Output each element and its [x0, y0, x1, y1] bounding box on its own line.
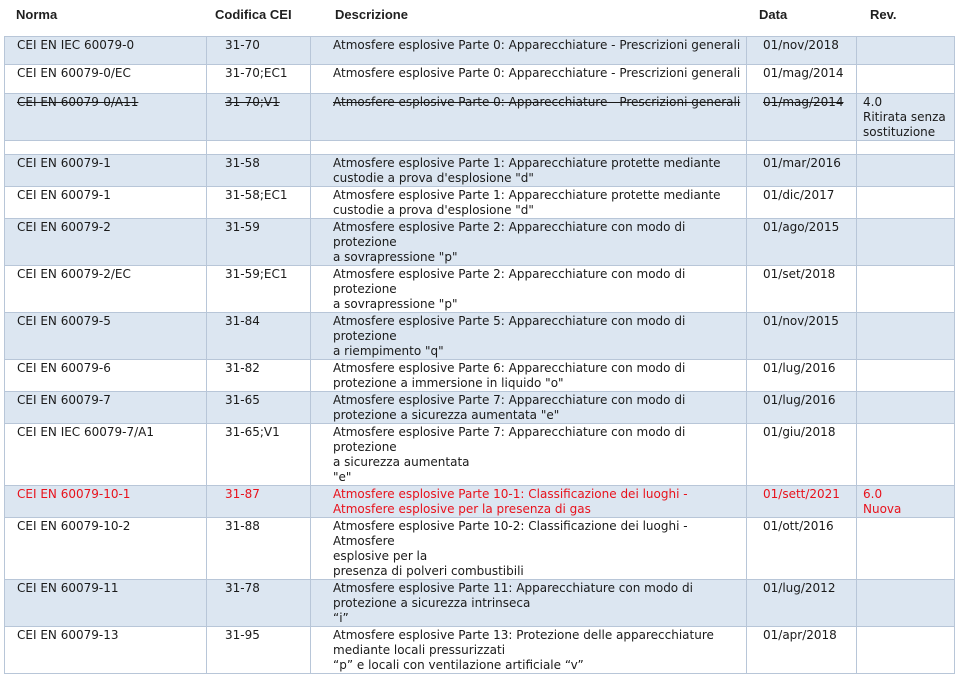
cell-rev: [857, 392, 955, 424]
header-norma: Norma: [16, 7, 58, 22]
cell-codifica: 31-58;EC1: [207, 187, 311, 219]
table-row: [5, 627, 955, 674]
cell-data: 01/ago/2015: [747, 219, 857, 266]
cell-rev: [857, 518, 955, 580]
cell-rev: [857, 141, 955, 155]
cell-descrizione: Atmosfere esplosive Parte 10-2: Classificazione dei luoghi - Atmosfere esplosive per la presenza di polveri combustibili: [311, 518, 747, 580]
table-row: [5, 392, 955, 424]
cell-codifica: 31-58: [207, 155, 311, 187]
table-row: [5, 94, 955, 141]
cell-codifica: 31-65;V1: [207, 424, 311, 486]
table-row: [5, 37, 955, 65]
table-header: [0, 0, 955, 36]
cell-data: 01/lug/2016: [747, 392, 857, 424]
cell-norma: CEI EN 60079-5: [5, 313, 207, 360]
cell-descrizione: Atmosfere esplosive Parte 1: Apparecchiature protette mediante custodie a prova d'esplosione "d": [311, 187, 747, 219]
cell-data: 01/nov/2018: [747, 37, 857, 65]
cell-data: 01/dic/2017: [747, 187, 857, 219]
table-row: [5, 155, 955, 187]
cell-codifica: 31-65: [207, 392, 311, 424]
table-row: [5, 187, 955, 219]
cell-norma: CEI EN 60079-13: [5, 627, 207, 674]
cell-rev: [857, 360, 955, 392]
cell-rev: [857, 65, 955, 94]
cell-codifica: 31-95: [207, 627, 311, 674]
cell-data: 01/mag/2014: [747, 65, 857, 94]
cell-norma: CEI EN 60079-10-1: [5, 486, 207, 518]
cell-rev: [857, 424, 955, 486]
cell-rev: [857, 37, 955, 65]
table-row: [5, 313, 955, 360]
cell-codifica: 31-78: [207, 580, 311, 627]
cell-rev: [857, 627, 955, 674]
header-rev: Rev.: [870, 7, 897, 22]
cell-codifica: 31-87: [207, 486, 311, 518]
cell-rev: 4.0 Ritirata senza sostituzione: [857, 94, 955, 141]
table-row: [5, 266, 955, 313]
cell-descrizione: Atmosfere esplosive Parte 11: Apparecchiature con modo di protezione a sicurezza intrinseca “i”: [311, 580, 747, 627]
cell-data: 01/set/2018: [747, 266, 857, 313]
cell-rev: [857, 155, 955, 187]
cell-rev: [857, 187, 955, 219]
cell-norma: CEI EN 60079-0/A11: [5, 94, 207, 141]
cell-norma: CEI EN 60079-10-2: [5, 518, 207, 580]
cell-norma: CEI EN 60079-1: [5, 155, 207, 187]
cell-norma: CEI EN 60079-0/EC: [5, 65, 207, 94]
table-row: [5, 580, 955, 627]
table-row: [5, 518, 955, 580]
cell-descrizione: Atmosfere esplosive Parte 7: Apparecchiature con modo di protezione a sicurezza aumentata "e": [311, 424, 747, 486]
cell-data: 01/mag/2014: [747, 94, 857, 141]
cell-data: 01/mar/2016: [747, 155, 857, 187]
cell-descrizione: Atmosfere esplosive Parte 0: Apparecchiature - Prescrizioni generali: [311, 94, 747, 141]
cell-codifica: 31-59;EC1: [207, 266, 311, 313]
cell-norma: CEI EN 60079-2: [5, 219, 207, 266]
cell-rev: [857, 219, 955, 266]
table-row: [5, 360, 955, 392]
cell-descrizione: Atmosfere esplosive Parte 7: Apparecchiature con modo di protezione a sicurezza aumentata "e": [311, 392, 747, 424]
header-descrizione: Descrizione: [335, 7, 408, 22]
cell-descrizione: Atmosfere esplosive Parte 0: Apparecchiature - Prescrizioni generali: [311, 65, 747, 94]
cell-norma: CEI EN 60079-7: [5, 392, 207, 424]
cell-data: [747, 141, 857, 155]
header-codifica: Codifica CEI: [215, 7, 292, 22]
cell-data: 01/sett/2021: [747, 486, 857, 518]
cell-codifica: 31-82: [207, 360, 311, 392]
cell-rev: [857, 313, 955, 360]
cell-data: 01/lug/2012: [747, 580, 857, 627]
table-row: [5, 486, 955, 518]
cell-data: 01/apr/2018: [747, 627, 857, 674]
cell-norma: CEI EN 60079-1: [5, 187, 207, 219]
cell-rev: 6.0 Nuova: [857, 486, 955, 518]
cell-descrizione: Atmosfere esplosive Parte 1: Apparecchiature protette mediante custodie a prova d'esplosione "d": [311, 155, 747, 187]
cell-descrizione: Atmosfere esplosive Parte 0: Apparecchiature - Prescrizioni generali: [311, 37, 747, 65]
table-row: [5, 219, 955, 266]
cell-descrizione: [311, 141, 747, 155]
cell-codifica: 31-70;V1: [207, 94, 311, 141]
cell-rev: [857, 266, 955, 313]
cell-descrizione: Atmosfere esplosive Parte 6: Apparecchiature con modo di protezione a immersione in liquido "o": [311, 360, 747, 392]
cell-descrizione: Atmosfere esplosive Parte 5: Apparecchiature con modo di protezione a riempimento "q": [311, 313, 747, 360]
table-row: [5, 424, 955, 486]
cell-norma: CEI EN 60079-11: [5, 580, 207, 627]
cell-norma: CEI EN IEC 60079-7/A1: [5, 424, 207, 486]
cell-norma: CEI EN IEC 60079-0: [5, 37, 207, 65]
cell-rev: [857, 580, 955, 627]
cell-codifica: 31-88: [207, 518, 311, 580]
cell-codifica: 31-84: [207, 313, 311, 360]
standards-table-body: [5, 37, 955, 674]
cell-descrizione: Atmosfere esplosive Parte 13: Protezione delle apparecchiature mediante locali pressurizzati “p” e locali con ventilazione artificiale “v”: [311, 627, 747, 674]
standards-table: [4, 36, 955, 674]
table-row: [5, 141, 955, 155]
cell-descrizione: Atmosfere esplosive Parte 10-1: Classificazione dei luoghi - Atmosfere esplosive per la presenza di gas: [311, 486, 747, 518]
cell-norma: CEI EN 60079-6: [5, 360, 207, 392]
cell-descrizione: Atmosfere esplosive Parte 2: Apparecchiature con modo di protezione a sovrapressione "p": [311, 266, 747, 313]
cell-norma: [5, 141, 207, 155]
cell-codifica: 31-70: [207, 37, 311, 65]
cell-data: 01/giu/2018: [747, 424, 857, 486]
cell-codifica: 31-70;EC1: [207, 65, 311, 94]
cell-codifica: [207, 141, 311, 155]
cell-data: 01/lug/2016: [747, 360, 857, 392]
cell-data: 01/ott/2016: [747, 518, 857, 580]
cell-data: 01/nov/2015: [747, 313, 857, 360]
cell-descrizione: Atmosfere esplosive Parte 2: Apparecchiature con modo di protezione a sovrapressione "p": [311, 219, 747, 266]
table-row: [5, 65, 955, 94]
header-data: Data: [759, 7, 788, 22]
cell-codifica: 31-59: [207, 219, 311, 266]
cell-norma: CEI EN 60079-2/EC: [5, 266, 207, 313]
